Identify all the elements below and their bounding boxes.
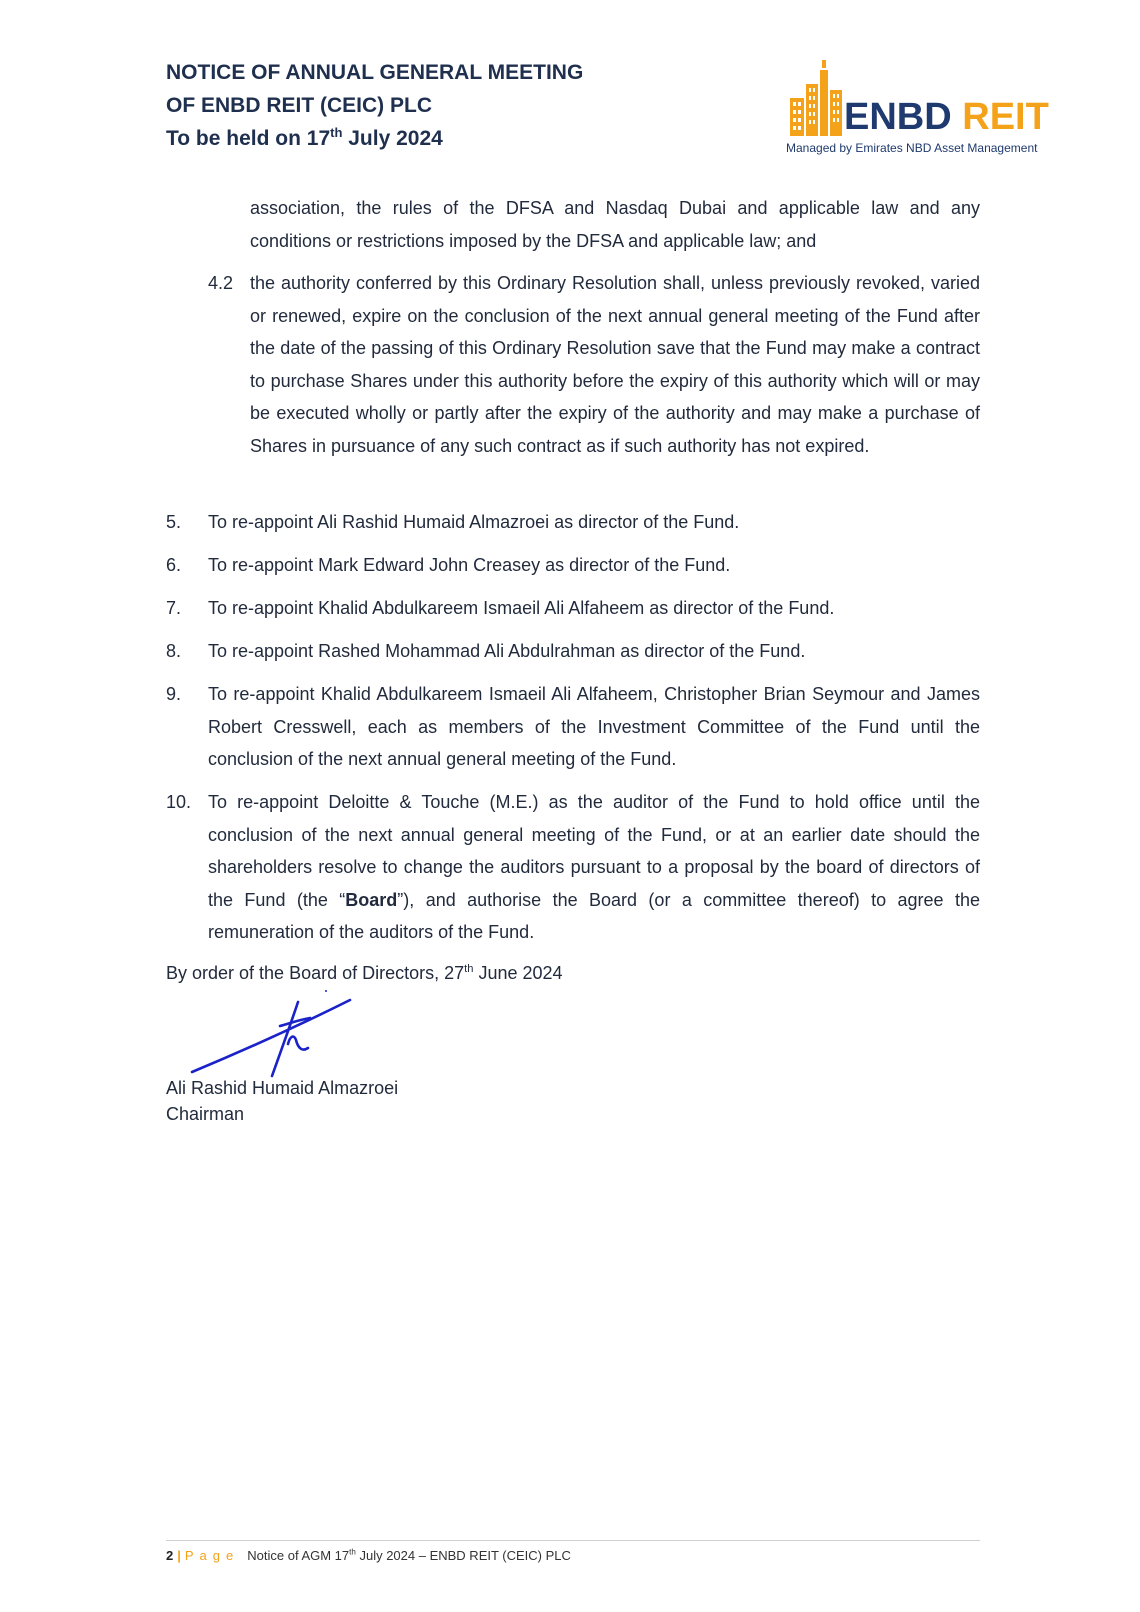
footer-separator: | (177, 1548, 181, 1563)
header-line-3-text: To be held on 17 (166, 127, 331, 150)
signatory-title: Chairman (166, 1104, 245, 1124)
page-header-title (166, 56, 583, 155)
footer-page-word: Page (184, 1548, 240, 1563)
item-7-text: To re-appoint Khalid Abdulkareem Ismaeil Ali Alfaheem as director of the Fund. (208, 598, 835, 618)
logo-enbd-text: ENBD (844, 96, 952, 138)
item-4-2-text: the authority conferred by this Ordinary Resolution shall, unless previously revoked, varied or renewed, expire on the conclusion of the next annual general meeting of the Fund after the date of the passing of this Ordinary Resolution save that the Fund may make a contract to purchase Shares under this authority before the expiry of this authority which will or may be executed wholly or partly after the expiry of the authority and may make a purchase of Shares in pursuance of any such contract as if such authority has not expired. (250, 273, 980, 456)
order-date-sup: th (464, 963, 474, 975)
item-5-text: To re-appoint Ali Rashid Humaid Almazroei as director of the Fund. (208, 512, 740, 532)
item-10-bold-term: Board (345, 889, 398, 910)
order-date-line (166, 960, 563, 986)
handwritten-signature (190, 990, 360, 1080)
item-number-6: 6. (166, 555, 182, 575)
order-date-text-end: June 2024 (473, 963, 563, 983)
item-10-text-end: ”), and authorise the Board (or a committee thereof) to agree the remuneration of the auditors of the Fund. (208, 889, 980, 942)
item-number-9: 9. (166, 684, 182, 704)
logo-reit-text: REIT (962, 96, 1049, 138)
footer-doc-text-end: July 2024 – ENBD REIT (CEIC) PLC (355, 1548, 571, 1563)
enbd-reit-logo (786, 60, 1049, 160)
item-number-5: 5. (166, 512, 182, 532)
building-skyline-icon (786, 60, 846, 138)
continuation-paragraph: association, the rules of the DFSA and Nasdaq Dubai and applicable law and any conditions or restrictions imposed by the DFSA and applicable law; and (250, 198, 980, 251)
logo-tagline: Managed by Emirates NBD Asset Management (786, 141, 1038, 155)
footer-doc-text: Notice of AGM 17 (247, 1548, 350, 1563)
item-8-text: To re-appoint Rashed Mohammad Ali Abdulrahman as director of the Fund. (208, 641, 806, 661)
item-number-10: 10. (166, 792, 192, 812)
signatory-name: Ali Rashid Humaid Almazroei (166, 1078, 399, 1098)
footer-divider (166, 1540, 980, 1541)
item-10-text (208, 786, 980, 949)
item-9-text: To re-appoint Khalid Abdulkareem Ismaeil Ali Alfaheem, Christopher Brian Seymour and James Robert Cresswell, each as members of the Investment Committee of the Fund until the conclusion of the next annual general meeting of the Fund. (208, 684, 980, 769)
page-number: 2 (166, 1548, 174, 1563)
header-line-3-text-end: July 2024 (342, 127, 443, 150)
header-line-2: OF ENBD REIT (CEIC) PLC (166, 94, 432, 117)
header-line-1: NOTICE OF ANNUAL GENERAL MEETING (166, 61, 584, 84)
order-date-text: By order of the Board of Directors, 27 (166, 963, 465, 983)
page-footer (166, 1548, 571, 1563)
item-6-text: To re-appoint Mark Edward John Creasey as director of the Fund. (208, 555, 731, 575)
footer-doc-title (247, 1548, 571, 1563)
item-number-4-2: 4.2 (208, 273, 234, 293)
item-number-7: 7. (166, 598, 182, 618)
item-10-text-start: To re-appoint Deloitte & Touche (M.E.) as the auditor of the Fund to hold office until the conclusion of the next annual general meeting of the Fund, or at an earlier date should the shareholders resolve to change the auditors pursuant to a proposal by the board of directors of the Fund (the “ (208, 792, 980, 910)
item-number-8: 8. (166, 641, 182, 661)
header-line-3-sup: th (330, 125, 343, 140)
logo-wordmark (844, 98, 1049, 136)
footer-doc-sup: th (349, 1547, 356, 1557)
header-line-3 (166, 122, 583, 155)
